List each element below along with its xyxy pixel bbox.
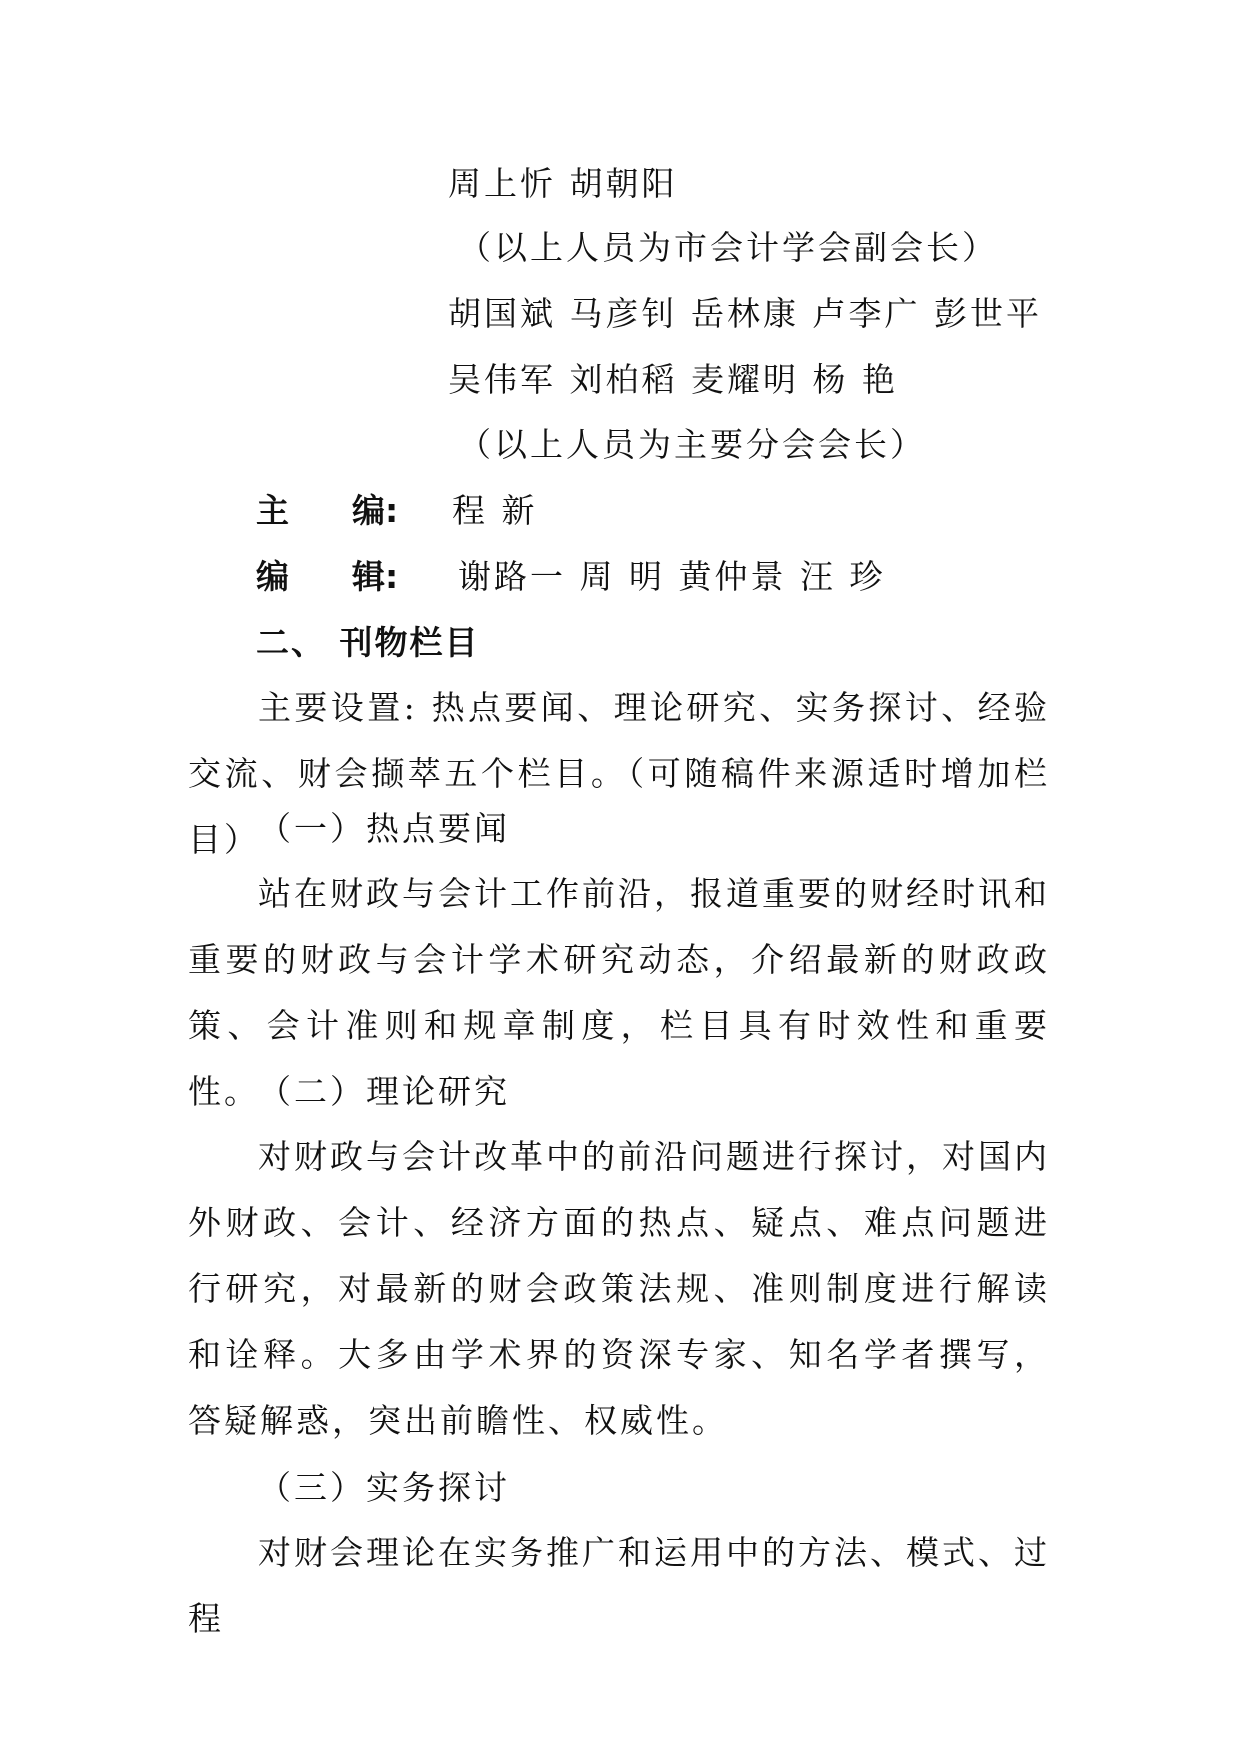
subsection-3-text: 对财会理论在实务推广和运用中的方法、模式、过程 [188, 1533, 1050, 1638]
subsection-1-text: 站在财政与会计工作前沿，报道重要的财经时讯和重要的财政与会计学术研究动态，介绍最新的财政政策、会计准则和规章制度，栏目具有时效性和重要性。 [188, 874, 1050, 1111]
editor-label-a: 编 [256, 557, 289, 596]
subsection-2-title: （二）理论研究 [258, 1072, 510, 1111]
member-note-1: （以上人员为市会计学会副会长） [458, 228, 998, 267]
member-line-3: 吴伟军 刘柏稻 麦耀明 杨 艳 [448, 360, 898, 399]
member-line-2: 胡国斌 马彦钊 岳林康 卢李广 彭世平 [448, 294, 1042, 333]
editor-label-b: 辑: [352, 557, 399, 596]
subsection-2-text: 对财政与会计改革中的前沿问题进行探讨，对国内外财政、会计、经济方面的热点、疑点、难点问题进行研究，对最新的财会政策法规、准则制度进行解读和诠释。大多由学术界的资深专家、知名学者撰写，答疑解惑，突出前瞻性、权威性。 [188, 1137, 1050, 1440]
chief-editor-label-b: 编: [352, 491, 399, 530]
chief-editor-value: 程 新 [452, 491, 538, 530]
section-heading: 二、 刊物栏目 [256, 623, 480, 662]
chief-editor-label-a: 主 [256, 491, 289, 530]
section-intro: 主要设置: 热点要闻、理论研究、实务探讨、经验交流、财会撷萃五个栏目。（可随稿件来源适时增加栏目） [188, 688, 1050, 859]
subsection-3-title: （三）实务探讨 [258, 1468, 510, 1507]
editor-value: 谢路一 周 明 黄仲景 汪 珍 [458, 557, 886, 596]
member-note-2: （以上人员为主要分会会长） [458, 425, 926, 464]
member-line-1: 周上忻 胡朝阳 [448, 164, 678, 203]
subsection-1-title: （一）热点要闻 [258, 809, 510, 848]
